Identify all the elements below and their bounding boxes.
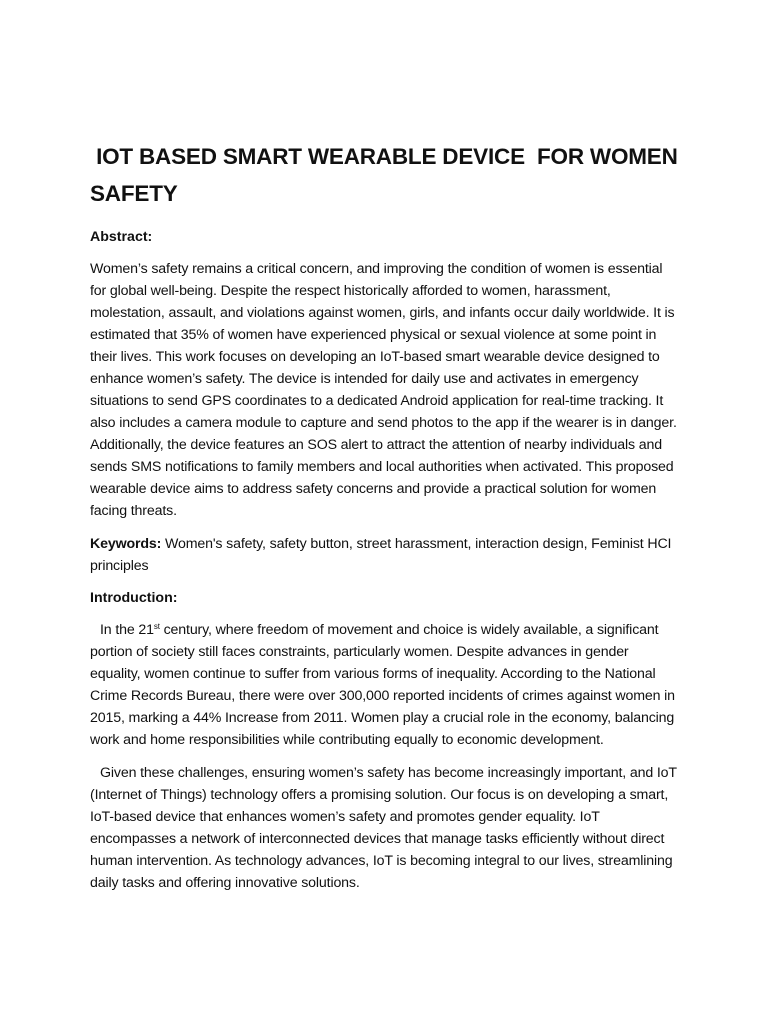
- document-title: IOT BASED SMART WEARABLE DEVICE FOR WOMEN SAFETY: [90, 144, 684, 206]
- intro-p2-text: Given these challenges, ensuring women’s safety has become increasingly important, and IoT (Internet of Things) technology offers a promising solution. Our focus is on developing a smart, IoT-based device that enhances women’s safety and promotes gender equality. IoT encompasses a network of interconnected devices that manage tasks efficiently without direct human intervention. As technology advances, IoT is becoming integral to our lives, streamlining daily tasks and offering innovative solutions.: [90, 764, 677, 891]
- document-page: [90, 138, 684, 904]
- keywords-paragraph: [90, 533, 680, 577]
- abstract-heading: Abstract:: [90, 229, 153, 245]
- introduction-paragraph-2: [90, 762, 680, 894]
- intro-p1-start: In the 21: [100, 622, 154, 638]
- intro-p1-rest: century, where freedom of movement and choice is widely available, a significant portion of society still faces constraints, particularly women. Despite advances in gender equality, women continue to suffer from various forms of inequality. According to the National Crime Records Bureau, there were over 300,000 reported incidents of crimes against women in 2015, marking a 44% Increase from 2011. Women play a crucial role in the economy, balancing work and home responsibilities while contributing equally to economic development.: [90, 622, 675, 748]
- introduction-paragraph-1: [90, 619, 680, 751]
- keywords-label: Keywords:: [90, 535, 162, 552]
- keywords-text: Women's safety, safety button, street harassment, interaction design, Feminist HCI principles: [90, 535, 672, 574]
- intro-p1-superscript: st: [153, 622, 160, 631]
- introduction-heading: Introduction:: [90, 590, 178, 606]
- abstract-paragraph: Women’s safety remains a critical concern, and improving the condition of women is essential for global well-being. Despite the respect historically afforded to women, harassment, molestation, assault, and violations against women, girls, and infants occur daily worldwide. It is estimated that 35% of women have experienced physical or sexual violence at some point in their lives. This work focuses on developing an IoT-based smart wearable device designed to enhance women’s safety. The device is intended for daily use and activates in emergency situations to send GPS coordinates to a dedicated Android application for real-time tracking. It also includes a camera module to capture and send photos to the app if the wearer is in danger. Additionally, the device features an SOS alert to attract the attention of nearby individuals and sends SMS notifications to family members and local authorities when activated. This proposed wearable device aims to address safety concerns and provide a practical solution for women facing threats.: [90, 261, 677, 519]
